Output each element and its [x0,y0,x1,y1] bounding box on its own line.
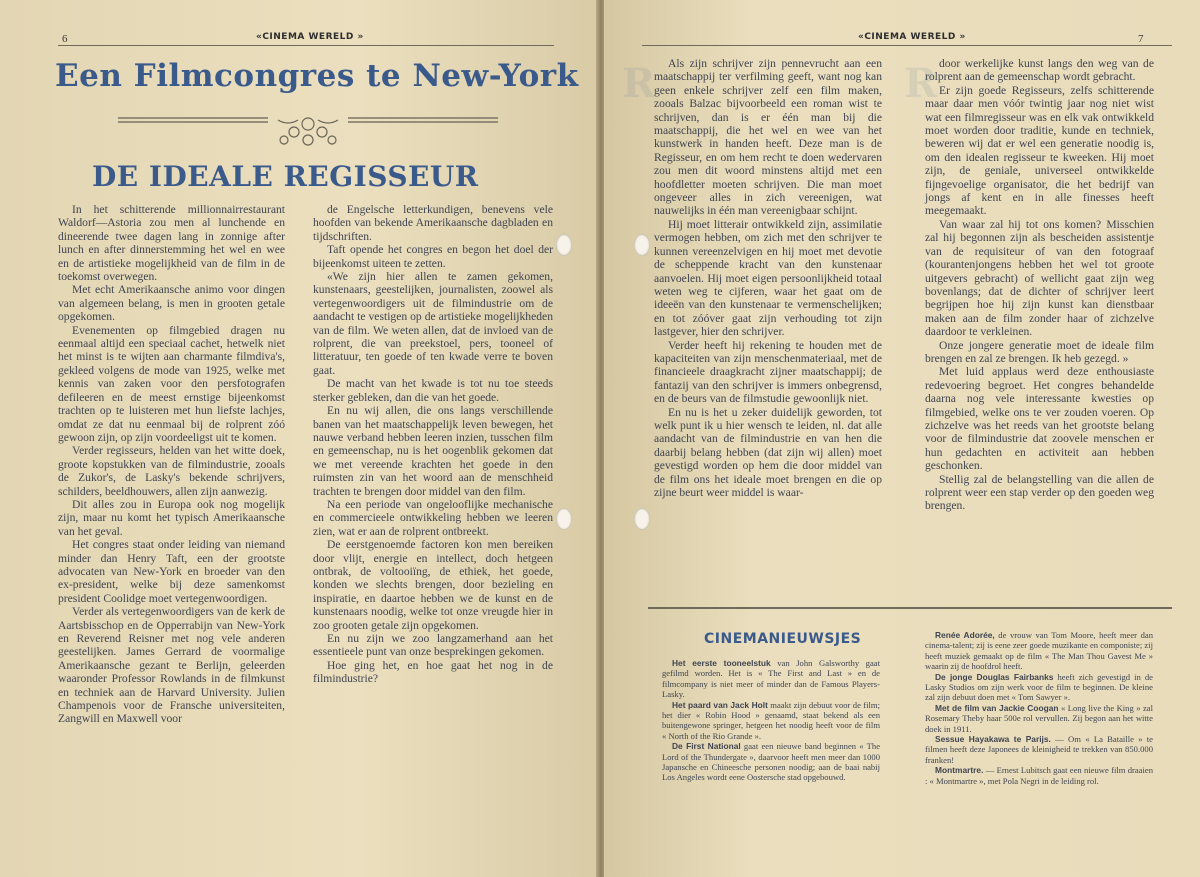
right-column-1 [654,57,882,499]
news-item-text: de vrouw van Tom Moore, heeft meer dan cinema-talent; zij is eene zeer goede muzikante en componiste; zij heeft muziek gemaakt op de film « The Man Thou Gavest Me » waarin zij de hoofdrol heeft. [925,630,1153,672]
news-item-lead: Het paard van Jack Holt [672,699,768,710]
news-item-lead: De First National [672,741,741,752]
news-item-text: heeft zich gevestigd in de Lasky Studios om zijn werk voor de film te beginnen. De kleine zal zijn debuut doen met « Tom Sawyer ». [925,671,1153,703]
paragraph: Verder regisseurs, helden van het witte doek, groote kopstukken van de filmindustrie, zooals de Zukor's, de Lasky's bekende schrijvers, schilders, beeldhouwers, allen zijn aanwezig. [58,444,285,498]
paragraph: Er zijn goede Regisseurs, zelfs schitterende maar daar men vóór twintig jaar nog niet wist wat een filmregisseur was en elk vak ontwikkeld moet worden door traditie, kunde en techniek, beweren wij dat er wel een generatie noodig is, om den idealen regisseur te kweeken. Hij moet zijn, de geniale, universeel ontwikkelde fijngevoelige organisator, die het bedrijf van jongs af kent en in alle finesses heeft meegemaakt. [925,83,1154,218]
news-item [662,658,880,700]
paragraph: door werkelijke kunst langs den weg van de rolprent aan de gemeenschap wordt gebracht. [925,57,1154,84]
paragraph: En nu zijn we zoo langzamerhand aan het essentieele punt van onze besprekingen gekomen. [313,632,553,659]
news-item-text: gaat een nieuwe band beginnen « The Lord of the Thundergate », daarvoor heeft men meer dan 1000 Japansche en Chineesche personen noodig; aan de baai nabij Los Angeles wordt eene Oostersche stad opgebouwd. [662,741,881,783]
paragraph: Verder als vertegenwoordigers van de kerk de Aartsbisschop en de Opperrabijn van New-York en Reverend Reisner met nog vele anderen geestelijken. James Gerrard de voormalige Amerikaansche gezant te Berlijn, geleerden waaronder Professor Rowlands in de filmkunst en techniek aan de Harvard University. Julien Champenois voor de Fransche universiteiten, Zangwill en Maxwell voor [58,605,285,726]
running-head-left: «CINEMA WERELD » [256,32,364,42]
news-item [925,765,1153,786]
news-item [925,672,1153,703]
news-section-rule [648,607,1172,609]
paragraph: Met luid applaus werd deze enthousiaste redevoering begroet. Het congres behandelde daarna nog vele interessante kwesties op filmgebied, welke ons te ver zouden voeren. Op zichzelve was het reeds van het grootste belang voor de filmindustrie dat zoovele menschen er hun gedachten en activiteit aan hebben geschonken. [925,365,1154,473]
left-column-1 [58,203,285,726]
paragraph: Van waar zal hij tot ons komen? Misschien zal hij begonnen zijn als bescheiden assistentje van de requisiteur of van den fotograaf (kourantenjongens hebben het wel tot groote uitgevers gebracht) of wellicht gaat zijn weg bovenlangs; dat de dichter of schrijver leert begrijpen hoe hij zijn kunst kan dienstbaar maken aan de film zonder haar of zichzelve daardoor te verkleinen. [925,217,1154,339]
header-rule-right [642,45,1172,46]
paragraph: Het congres staat onder leiding van niemand minder dan Henry Taft, een der grootste advocaten van New-York en broeder van den ex-president, welke bij deze samenkomst president Coolidge moet vertegenwoordigen. [58,538,285,605]
news-column-left [662,658,880,783]
paragraph: En nu is het u zeker duidelijk geworden, tot welk punt ik u hier wensch te leiden, nl. dat alle aandacht van de filmindustrie en van hen die daarbij belang hebben (dat zijn wij allen) moet gevestigd worden op hem die door middel van de film ons het ideale moet brengen en die op zijne beurt weer middel is waar- [654,405,882,499]
news-section-title: CINEMANIEUWSJES [704,631,862,647]
paragraph: Onze jongere generatie moet de ideale film brengen en zal ze brengen. Ik heb gezegd. » [925,338,1154,365]
paragraph: In het schitterende millionnairrestaurant Waldorf—Astoria zou men al lunchende en dineerende twee dagen lang in zonnige after lunch en after dinnerstemming het wel en wee en de artistieke mogelijkheid van de film in de toekomst overwegen. [58,203,285,284]
punch-hole [556,508,572,530]
paragraph: Hoe ging het, en hoe gaat het nog in de filmindustrie? [313,658,553,686]
paragraph: Na een periode van ongelooflijke mechanische en commercieele ontwikkeling hebben we leeren zien, wat er aan de rolprent ontbreekt. [313,497,553,538]
news-item [925,734,1153,765]
paragraph: Stellig zal de belangstelling van die allen de rolprent weer een stap verder op den goeden weg brengen. [925,472,1154,513]
news-item-lead: Het eerste tooneelstuk [672,658,771,668]
paragraph: de Engelsche letterkundigen, benevens vele hoofden van bekende Amerikaansche dagbladen en tijdschriften. [313,203,553,243]
ornament-divider [118,110,498,150]
article-subtitle: DE IDEALE REGISSEUR [92,160,479,193]
paragraph: De macht van het kwade is tot nu toe steeds sterker gebleken, dan die van het goede. [313,377,553,404]
news-item-text: « Long live the King » zal Rosemary Theby haar 500e rol vervullen. Zij begon aan het witte doek in 1911. [925,702,1153,734]
article-title: Een Filmcongres te New-York [55,58,579,94]
running-head-right: «CINEMA WERELD » [858,32,966,42]
news-item-lead: Montmartre. [935,765,984,776]
news-item-lead: De jonge Douglas Fairbanks [935,671,1054,682]
news-item-text: van John Galsworthy gaat gefilmd worden. Het is « The First and Last » en de filmcompany is niet meer of minder dan de Famous Players-Lasky. [662,658,880,700]
news-item [925,630,1153,672]
news-item-text: — Ernest Lubitsch gaat een nieuwe film draaien : « Montmartre », met Pola Negri in de leiding rol. [925,765,1153,786]
news-item-text: — Om « La Bataille » te filmen heeft deze Japonees de kleinigheid te trekken van 850.000 franken! [925,734,1153,765]
paragraph: Met echt Amerikaansche animo voor dingen van algemeen belang, is men in grooten getale opgekomen. [58,283,285,324]
header-rule-left [58,45,554,46]
page-number-left: 6 [62,33,68,45]
paragraph: En nu wij allen, die ons langs verschillende banen van het maatschappelijk leven bewegen, het nauwe verband hebben leeren inzien, tusschen film en gemeenschap, nu is het oogenblik gekomen dat we met vereende krachten het goede in den ruimsten zin van het woord aan de menschheid trachten te brengen door middel van den film. [313,404,553,498]
punch-hole [556,234,572,256]
bleed-through-ghost: R [622,60,656,107]
news-item-lead: Sessue Hayakawa te Parijs. [935,734,1051,745]
news-item-lead: Renée Adorée, [935,630,995,640]
left-column-2 [313,203,553,686]
left-page [0,0,598,877]
punch-hole [634,508,650,530]
news-item [925,703,1153,734]
paragraph: Taft opende het congres en begon het doel der bijeenkomst uiteen te zetten. [313,243,553,270]
paragraph: «We zijn hier allen te zamen gekomen, kunstenaars, geestelijken, journalisten, zoowel als vertegenwoordigers uit de filmindustrie om de aandacht te vestigen op de artistieke mogelijkheden van de film. We weten allen, dat de invloed van de rolprent, die van preekstoel, pers, tooneel of litteratuur, ten goede of ten kwade verre te boven gaat. [313,270,553,377]
paragraph: Evenementen op filmgebied dragen nu eenmaal altijd een speciaal cachet, hetwelk niet het minst is te wijten aan charmante filmdiva's, gekleed volgens de mode van 1925, welke met kennis van zaken voor den persfotografen defileeren en de meest ernstige bijeenkomst trachten op te luisteren met hun liefste lachjes, omdat ze dat nu eenmaal bij de rolprent zóó gewoon zijn, op zijn voordeeligst uit te komen. [58,323,285,444]
paragraph: Hij moet litterair ontwikkeld zijn, assimilatie vermogen hebben, om zich met den schrijver te kunnen vereenzelvigen en hij moet met devotie de scheppende kracht van den kunstenaar aanvoelen. Hij moet eigen persoonlijkheid totaal weten weg te cijferen, waar het gaat om de ideeën van den kunstenaar te vermenschelijken; en tot zóóver gaat zijn verhouding tot zijn lastgever, hier den schrijver. [654,217,882,339]
news-column-right [925,630,1153,786]
paragraph: De eerstgenoemde factoren kon men bereiken door vlijt, energie en intellect, doch hetgeen ontbrak, de voltooiïng, de ethiek, het goede, konden we slechts brengen, door bezieling en inspiratie, en daartoe hebben we de kunst en de kunstenaars noodig, welke tot onze vreugde hier in zoo grooten getale zijn opgekomen. [313,538,553,632]
news-item [662,741,880,783]
news-item-lead: Met de film van Jackie Coogan [935,702,1059,713]
paragraph: Dit alles zou in Europa ook nog mogelijk zijn, maar nu komt het typisch Amerikaansche van het geval. [58,497,285,538]
punch-hole [634,234,650,256]
news-item [662,700,880,742]
paragraph: Verder heeft hij rekening te houden met de kapaciteiten van zijn menschenmateriaal, met de financieele draagkracht zijner maatschappij; de fantazij van den schrijver is immers onbegrensd, en de beurs van de filmstudie gewoonlijk niet. [654,338,882,406]
page-number-right: 7 [1138,33,1144,45]
paragraph: Als zijn schrijver zijn pennevrucht aan een maatschappij ter verfilming geeft, want nog kan geen enkele schrijver zelf een film maken, zooals Balzac bijvoorbeeld een roman wist te schrijven, dan is er één man bij die maatschappij, die het wel en wee van het kunstwerk in handen heeft. Deze man is de Regisseur, en om hem recht te doen wedervaren zou men dit woord minstens altijd met een hoofdletter moeten schrijven. Die man moet ongeveer alles in zich vereenigen, wat nauwelijks in één man vereenigbaar schijnt. [654,57,882,218]
bleed-through-ghost: R [904,60,938,107]
right-column-2 [925,57,1154,513]
news-item-text: maakt zijn debuut voor de film; het dier « Robin Hood » genaamd, staat bekend als een buitengewone springer, hetgeen het noodig heeft voor de film « North of the Rio Grande ». [662,699,880,741]
